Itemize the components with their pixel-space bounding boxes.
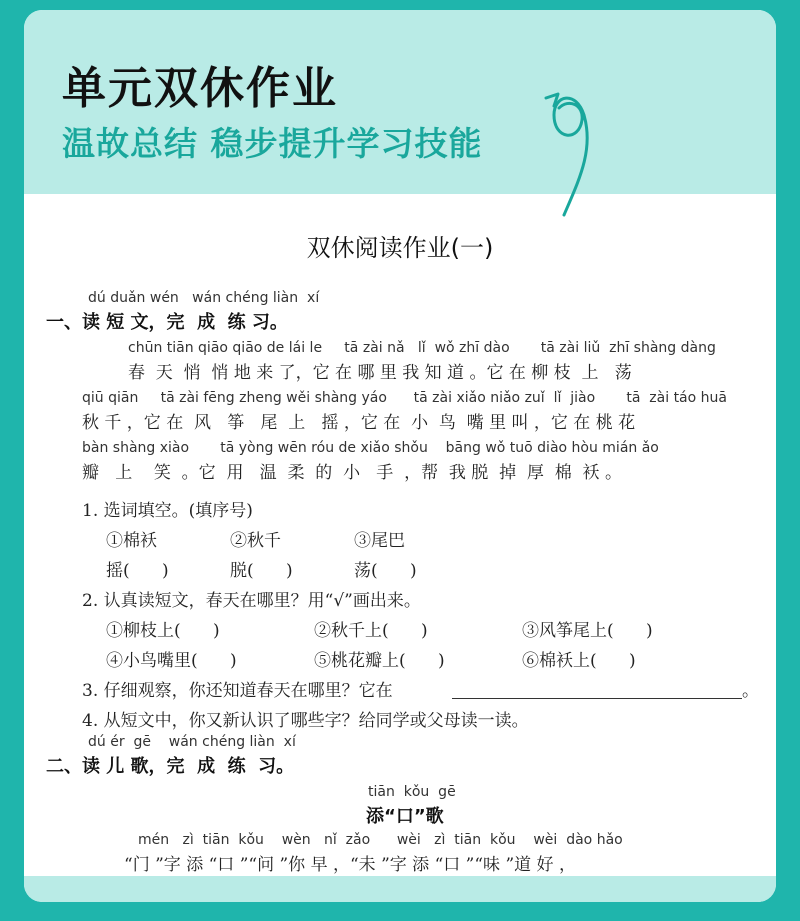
q1-fill-3[interactable]: 荡( )	[354, 561, 417, 581]
footer-band	[24, 876, 776, 902]
page-subtitle: 温故总结 稳步提升学习技能	[62, 124, 483, 163]
section1-heading: 一、读 短 文，完 成 练 习。	[46, 312, 288, 333]
poem-line1-pinyin: mén zì tiān kǒu wèn nǐ zǎo wèi zì tiān kǒu wèi dào hǎo	[138, 832, 623, 848]
q3-answer-line[interactable]	[452, 698, 742, 699]
poem-line1: “门 ”字 添 “口 ”“问 ”你 早 ，“未 ”字 添 “口 ”“味 ”道 好 ，	[124, 855, 576, 875]
passage-line3-pinyin: bàn shàng xiào tā yòng wēn róu de xiǎo shǒu bāng wǒ tuō diào hòu mián ǎo	[82, 440, 659, 456]
poem-title: 添“口”歌	[366, 806, 444, 827]
passage-line1-pinyin: chūn tiān qiāo qiāo de lái le tā zài nǎ lǐ wǒ zhī dào tā zài liǔ zhī shàng dàng	[128, 340, 716, 356]
q1-fill-1[interactable]: 摇( )	[106, 561, 169, 581]
question-4: 4. 从短文中，你又新认识了哪些字？给同学或父母读一读。	[82, 711, 529, 731]
page-title: 单元双休作业	[62, 63, 338, 114]
q2-option-2[interactable]: ②秋千上( )	[314, 621, 428, 641]
q1-option-3: ③尾巴	[354, 531, 405, 551]
question-1: 1. 选词填空。(填序号)	[82, 501, 253, 521]
question-3: 3. 仔细观察，你还知道春天在哪里？它在	[82, 681, 393, 701]
q2-option-1[interactable]: ①柳枝上( )	[106, 621, 220, 641]
q2-option-4[interactable]: ④小鸟嘴里( )	[106, 651, 237, 671]
q2-option-6[interactable]: ⑥棉袄上( )	[522, 651, 636, 671]
section2-heading: 二、读 儿 歌，完 成 练 习。	[46, 756, 295, 777]
passage-line2-pinyin: qiū qiān tā zài fēng zheng wěi shàng yáo tā zài xiǎo niǎo zuǐ lǐ jiào tā zài táo huā	[82, 390, 727, 406]
q2-option-5[interactable]: ⑤桃花瓣上( )	[314, 651, 445, 671]
swirl-decoration-icon	[524, 80, 604, 220]
section1-heading-pinyin: dú duǎn wén wán chéng liàn xí	[88, 290, 320, 306]
q1-fill-2[interactable]: 脱( )	[230, 561, 293, 581]
passage-line1: 春 天 悄 悄 地 来 了，它 在 哪 里 我 知 道 。它 在 柳 枝 上 荡	[128, 363, 632, 383]
section2-heading-pinyin: dú ér gē wán chéng liàn xí	[88, 734, 296, 750]
q1-option-2: ②秋千	[230, 531, 281, 551]
header-banner	[24, 10, 776, 194]
question-2: 2. 认真读短文，春天在哪里？用“√”画出来。	[82, 591, 421, 611]
passage-line3: 瓣 上 笑 。它 用 温 柔 的 小 手 ，帮 我 脱 掉 厚 棉 袄 。	[82, 463, 622, 483]
q2-option-3[interactable]: ③风筝尾上( )	[522, 621, 653, 641]
poem-title-pinyin: tiān kǒu gē	[368, 784, 456, 800]
q3-end-mark: 。	[742, 681, 759, 701]
document-title: 双休阅读作业(一)	[306, 234, 494, 262]
q1-option-1: ①棉袄	[106, 531, 157, 551]
page-frame	[24, 10, 776, 902]
passage-line2: 秋 千 ，它 在 风 筝 尾 上 摇 ，它 在 小 鸟 嘴 里 叫 ，它 在 桃 花	[82, 413, 636, 433]
